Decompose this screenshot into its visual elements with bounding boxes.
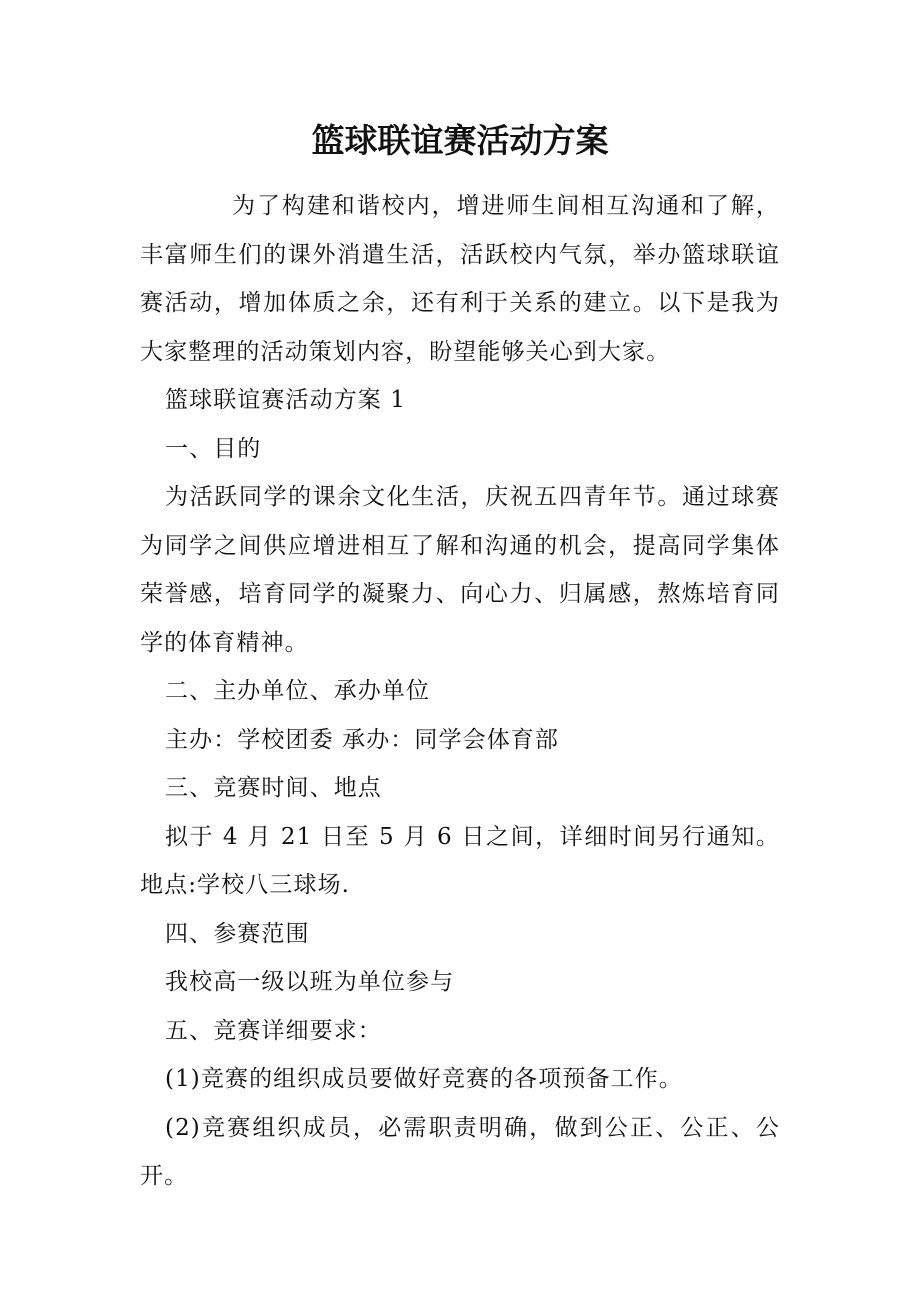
intro-paragraph: 为了构建和谐校内，增进师生间相互沟通和了解，丰富师生们的课外消遣生活，活跃校内气氛，举办篮球联谊赛活动，增加体质之余，还有利于关系的建立。以下是我为大家整理的活动策划内容，盼望能够关心到大家。 [140, 193, 780, 365]
document-body [140, 182, 780, 1201]
requirement-item: (2)竞赛组织成员，必需职责明确，做到公正、公正、公开。 [140, 1114, 780, 1189]
scope-paragraph: 我校高一级以班为单位参与 [165, 969, 455, 995]
requirement-item: (1)竞赛的组织成员要做好竞赛的各项预备工作。 [165, 1066, 683, 1092]
section-heading-scope: 四、参赛范围 [165, 920, 310, 947]
document-title: 篮球联谊赛活动方案 [311, 121, 609, 160]
plan-heading: 篮球联谊赛活动方案 1 [165, 387, 407, 413]
section-heading-requirements: 五、竞赛详细要求： [165, 1017, 382, 1044]
section-heading-purpose: 一、目的 [165, 435, 262, 462]
section-heading-organizers: 二、主办单位、承办单位 [165, 678, 431, 704]
section-heading-time-place: 三、竞赛时间、地点 [165, 775, 382, 801]
time-place-paragraph: 拟于 4 月 21 日至 5 月 6 日之间，详细时间另行通知。地点:学校八三球场. [140, 823, 780, 898]
organizers-paragraph: 主办：学校团委 承办：同学会体育部 [165, 726, 560, 753]
purpose-paragraph: 为活跃同学的课余文化生活，庆祝五四青年节。通过球赛为同学之间供应增进相互了解和沟通的机会，提高同学集体荣誉感，培育同学的凝聚力、向心力、归属感，熬炼培育同学的体育精神。 [140, 484, 780, 656]
